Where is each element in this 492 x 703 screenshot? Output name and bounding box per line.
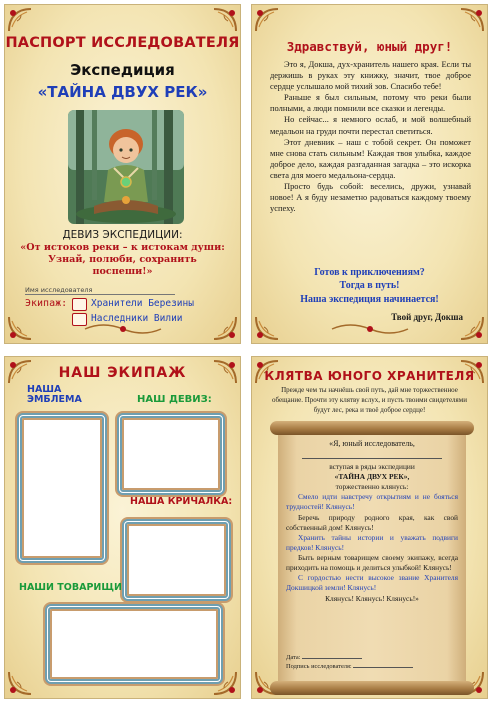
letter-paragraph: Раньше я был сильным, потому что реки были полными, а люди помнили все сказки и легенды. bbox=[270, 92, 471, 114]
corner-ornament-icon bbox=[254, 315, 280, 341]
oath-vow: Смело идти навстречу открытиям и не бояться трудностей! Клянусь! bbox=[286, 492, 458, 512]
oath-page bbox=[251, 356, 488, 699]
letter-closing: Готов к приключениям? bbox=[314, 267, 425, 278]
letter-body bbox=[270, 59, 471, 214]
crew-option-label: Наследники Вилии bbox=[91, 313, 183, 324]
passport-page bbox=[4, 4, 241, 344]
oath-vow: С гордостью нести высокое звание Хранителя Докшицкой земли! Клянусь! bbox=[286, 573, 458, 593]
oath-text bbox=[286, 439, 458, 604]
signature-label: Подпись исследователя: bbox=[286, 663, 352, 670]
corner-ornament-icon bbox=[212, 315, 238, 341]
letter-page bbox=[251, 4, 488, 344]
motto-heading: ДЕВИЗ ЭКСПЕДИЦИИ: bbox=[62, 229, 183, 241]
motto-label: НАШ ДЕВИЗ: bbox=[137, 394, 212, 405]
crew-title: НАШ ЭКИПАЖ bbox=[58, 365, 187, 381]
passport-subtitle: Экспедиция bbox=[70, 61, 175, 79]
scroll-roll-top bbox=[270, 421, 474, 435]
chant-label: НАША КРИЧАЛКА: bbox=[130, 496, 233, 507]
emblem-label: НАША ЭМБЛЕМА bbox=[27, 384, 82, 405]
crew-label: Экипаж: bbox=[25, 298, 68, 309]
motto-frame[interactable] bbox=[117, 413, 225, 495]
date-label: Дата: bbox=[286, 654, 301, 661]
oath-opening: «Я, юный исследователь, bbox=[329, 439, 415, 448]
expedition-name: «ТАЙНА ДВУХ РЕК» bbox=[37, 83, 208, 101]
scroll-roll-bottom bbox=[270, 681, 474, 695]
bottom-ornament-icon bbox=[83, 323, 163, 335]
oath-vow: Быть верным товарищем своему экипажу, всегда приходить на помощь и делиться улыбкой! Клянусь! bbox=[286, 552, 458, 573]
corner-ornament-icon bbox=[212, 7, 238, 33]
letter-paragraph: Это я, Докша, дух-хранитель нашего края. Если ты держишь в руках эту книжку, значит, твое доброе сердце услышало мой тихий зов. Спасибо тебе! bbox=[270, 59, 471, 92]
emblem-frame[interactable] bbox=[17, 413, 107, 563]
oath-vow: Беречь природу родного края, как свой собственный дом! Клянусь! bbox=[286, 512, 458, 532]
researcher-name-field[interactable]: Имя исследователя bbox=[25, 286, 175, 295]
crew-option-label: Хранители Березины bbox=[91, 298, 194, 309]
oath-joining: вступая в ряды экспедиции bbox=[329, 462, 415, 472]
parchment-scroll bbox=[266, 421, 478, 695]
letter-paragraph: Этот дневник – наш с тобой секрет. Он поможет мне снова стать сильным! Каждая твоя улыбка, каждое доброе дело, каждая разгаданная загадка – это искорка света для моего медальона-сердца. bbox=[270, 136, 471, 180]
crew-checkbox-berezina[interactable] bbox=[72, 298, 87, 311]
oath-final: Клянусь! Клянусь! Клянусь!» bbox=[325, 594, 419, 604]
oath-solemn: торжественно клянусь: bbox=[335, 482, 409, 492]
crew-page bbox=[4, 356, 241, 699]
letter-title: Здравствуй, юный друг! bbox=[286, 39, 453, 54]
letter-paragraph: Просто будь собой: веселись, дружи, узнавай новое! А я буду незаметно радоваться каждому твоему успеху. bbox=[270, 181, 471, 214]
letter-closing: Тогда в путь! bbox=[339, 280, 400, 291]
corner-ornament-icon bbox=[459, 7, 485, 33]
corner-ornament-icon bbox=[7, 670, 33, 696]
name-line[interactable] bbox=[302, 452, 442, 459]
oath-title: КЛЯТВА ЮНОГО ХРАНИТЕЛЯ bbox=[264, 369, 475, 383]
passport-title: ПАСПОРТ ИССЛЕДОВАТЕЛЯ bbox=[5, 35, 240, 51]
letter-closing: Наша экспедиция начинается! bbox=[300, 294, 439, 305]
signature-field[interactable] bbox=[286, 662, 458, 671]
oath-intro: Прежде чем ты начнёшь свой путь, дай мне торжественное обещание. Прочти эту клятву вслух, и пусть твоими свидетелями будут лес, река и твоё доброе сердце! bbox=[272, 386, 467, 415]
chant-frame[interactable] bbox=[122, 519, 231, 601]
corner-ornament-icon bbox=[254, 7, 280, 33]
letter-signature: Твой друг, Докша bbox=[391, 312, 463, 322]
motto-text: «От истоков реки – к истокам души: Узнай, полюби, сохранить поспеши!» bbox=[20, 242, 225, 277]
oath-vow: Хранить тайны истории и уважать подвиги предков! Клянусь! bbox=[286, 532, 458, 552]
letter-paragraph: Но сейчас... я немного ослаб, и мой волшебный медальон на груди почти перестал светиться. bbox=[270, 114, 471, 136]
oath-expedition: «ТАЙНА ДВУХ РЕК», bbox=[334, 472, 410, 482]
mates-label: НАШИ ТОВАРИЩИ bbox=[19, 582, 122, 593]
bottom-ornament-icon bbox=[330, 323, 410, 335]
corner-ornament-icon bbox=[7, 7, 33, 33]
date-field[interactable] bbox=[286, 653, 458, 662]
mates-frame[interactable] bbox=[45, 604, 223, 684]
oath-footer bbox=[286, 653, 458, 671]
corner-ornament-icon bbox=[7, 315, 33, 341]
guardian-illustration bbox=[68, 110, 184, 224]
